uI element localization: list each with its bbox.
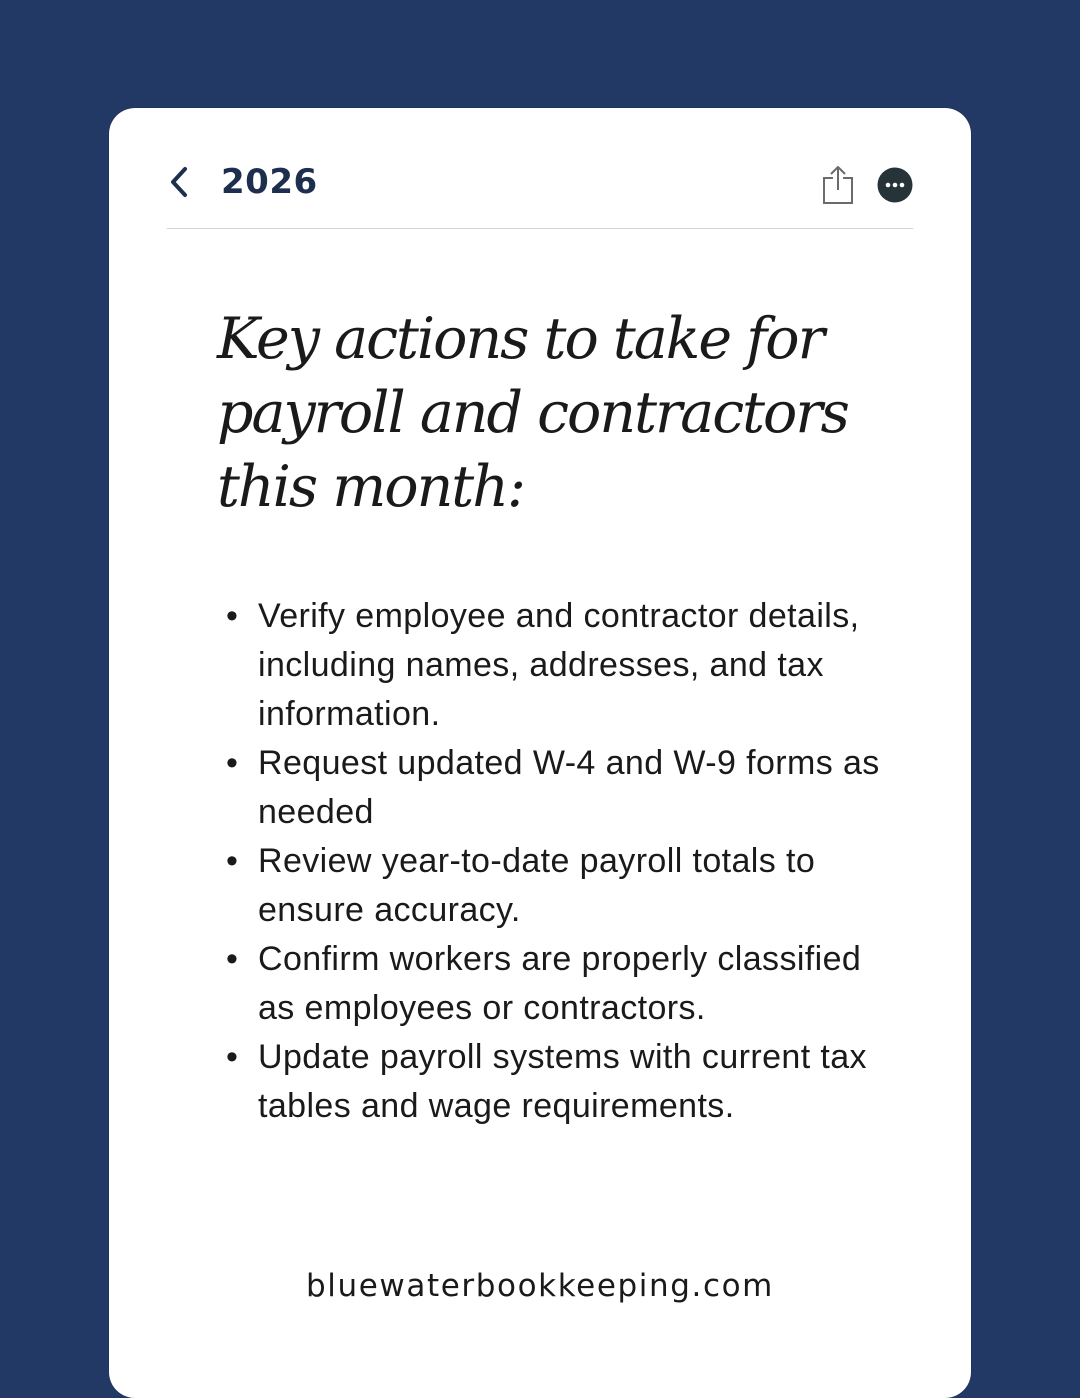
action-text: Request updated W-4 and W-9 forms as needed [258, 744, 880, 831]
bullet-icon: • [226, 1038, 239, 1076]
action-item [226, 1033, 898, 1131]
back-label: 2026 [221, 162, 318, 202]
back-button[interactable] [167, 160, 318, 204]
note-toolbar [167, 148, 913, 229]
action-item [226, 739, 898, 837]
note-card [109, 108, 971, 1398]
share-icon[interactable] [821, 164, 855, 206]
action-text: Update payroll systems with current tax tables and wage requirements. [258, 1038, 867, 1125]
bullet-icon: • [226, 744, 239, 782]
action-item [226, 837, 898, 935]
action-item [226, 935, 898, 1033]
website-url: bluewaterbookkeeping.com [306, 1268, 774, 1304]
note-headline: Key actions to take for payroll and contractors this month: [217, 306, 848, 520]
bullet-icon: • [226, 842, 239, 880]
bullet-icon: • [226, 597, 239, 635]
chevron-left-icon [167, 160, 203, 204]
more-horizontal-icon[interactable] [877, 167, 913, 203]
action-text: Verify employee and contractor details, including names, addresses, and tax information. [258, 597, 860, 733]
bullet-icon: • [226, 940, 239, 978]
action-item [226, 592, 898, 739]
action-text: Review year-to-date payroll totals to ensure accuracy. [258, 842, 816, 929]
action-list [226, 592, 898, 1131]
action-text: Confirm workers are properly classified as employees or contractors. [258, 940, 862, 1027]
